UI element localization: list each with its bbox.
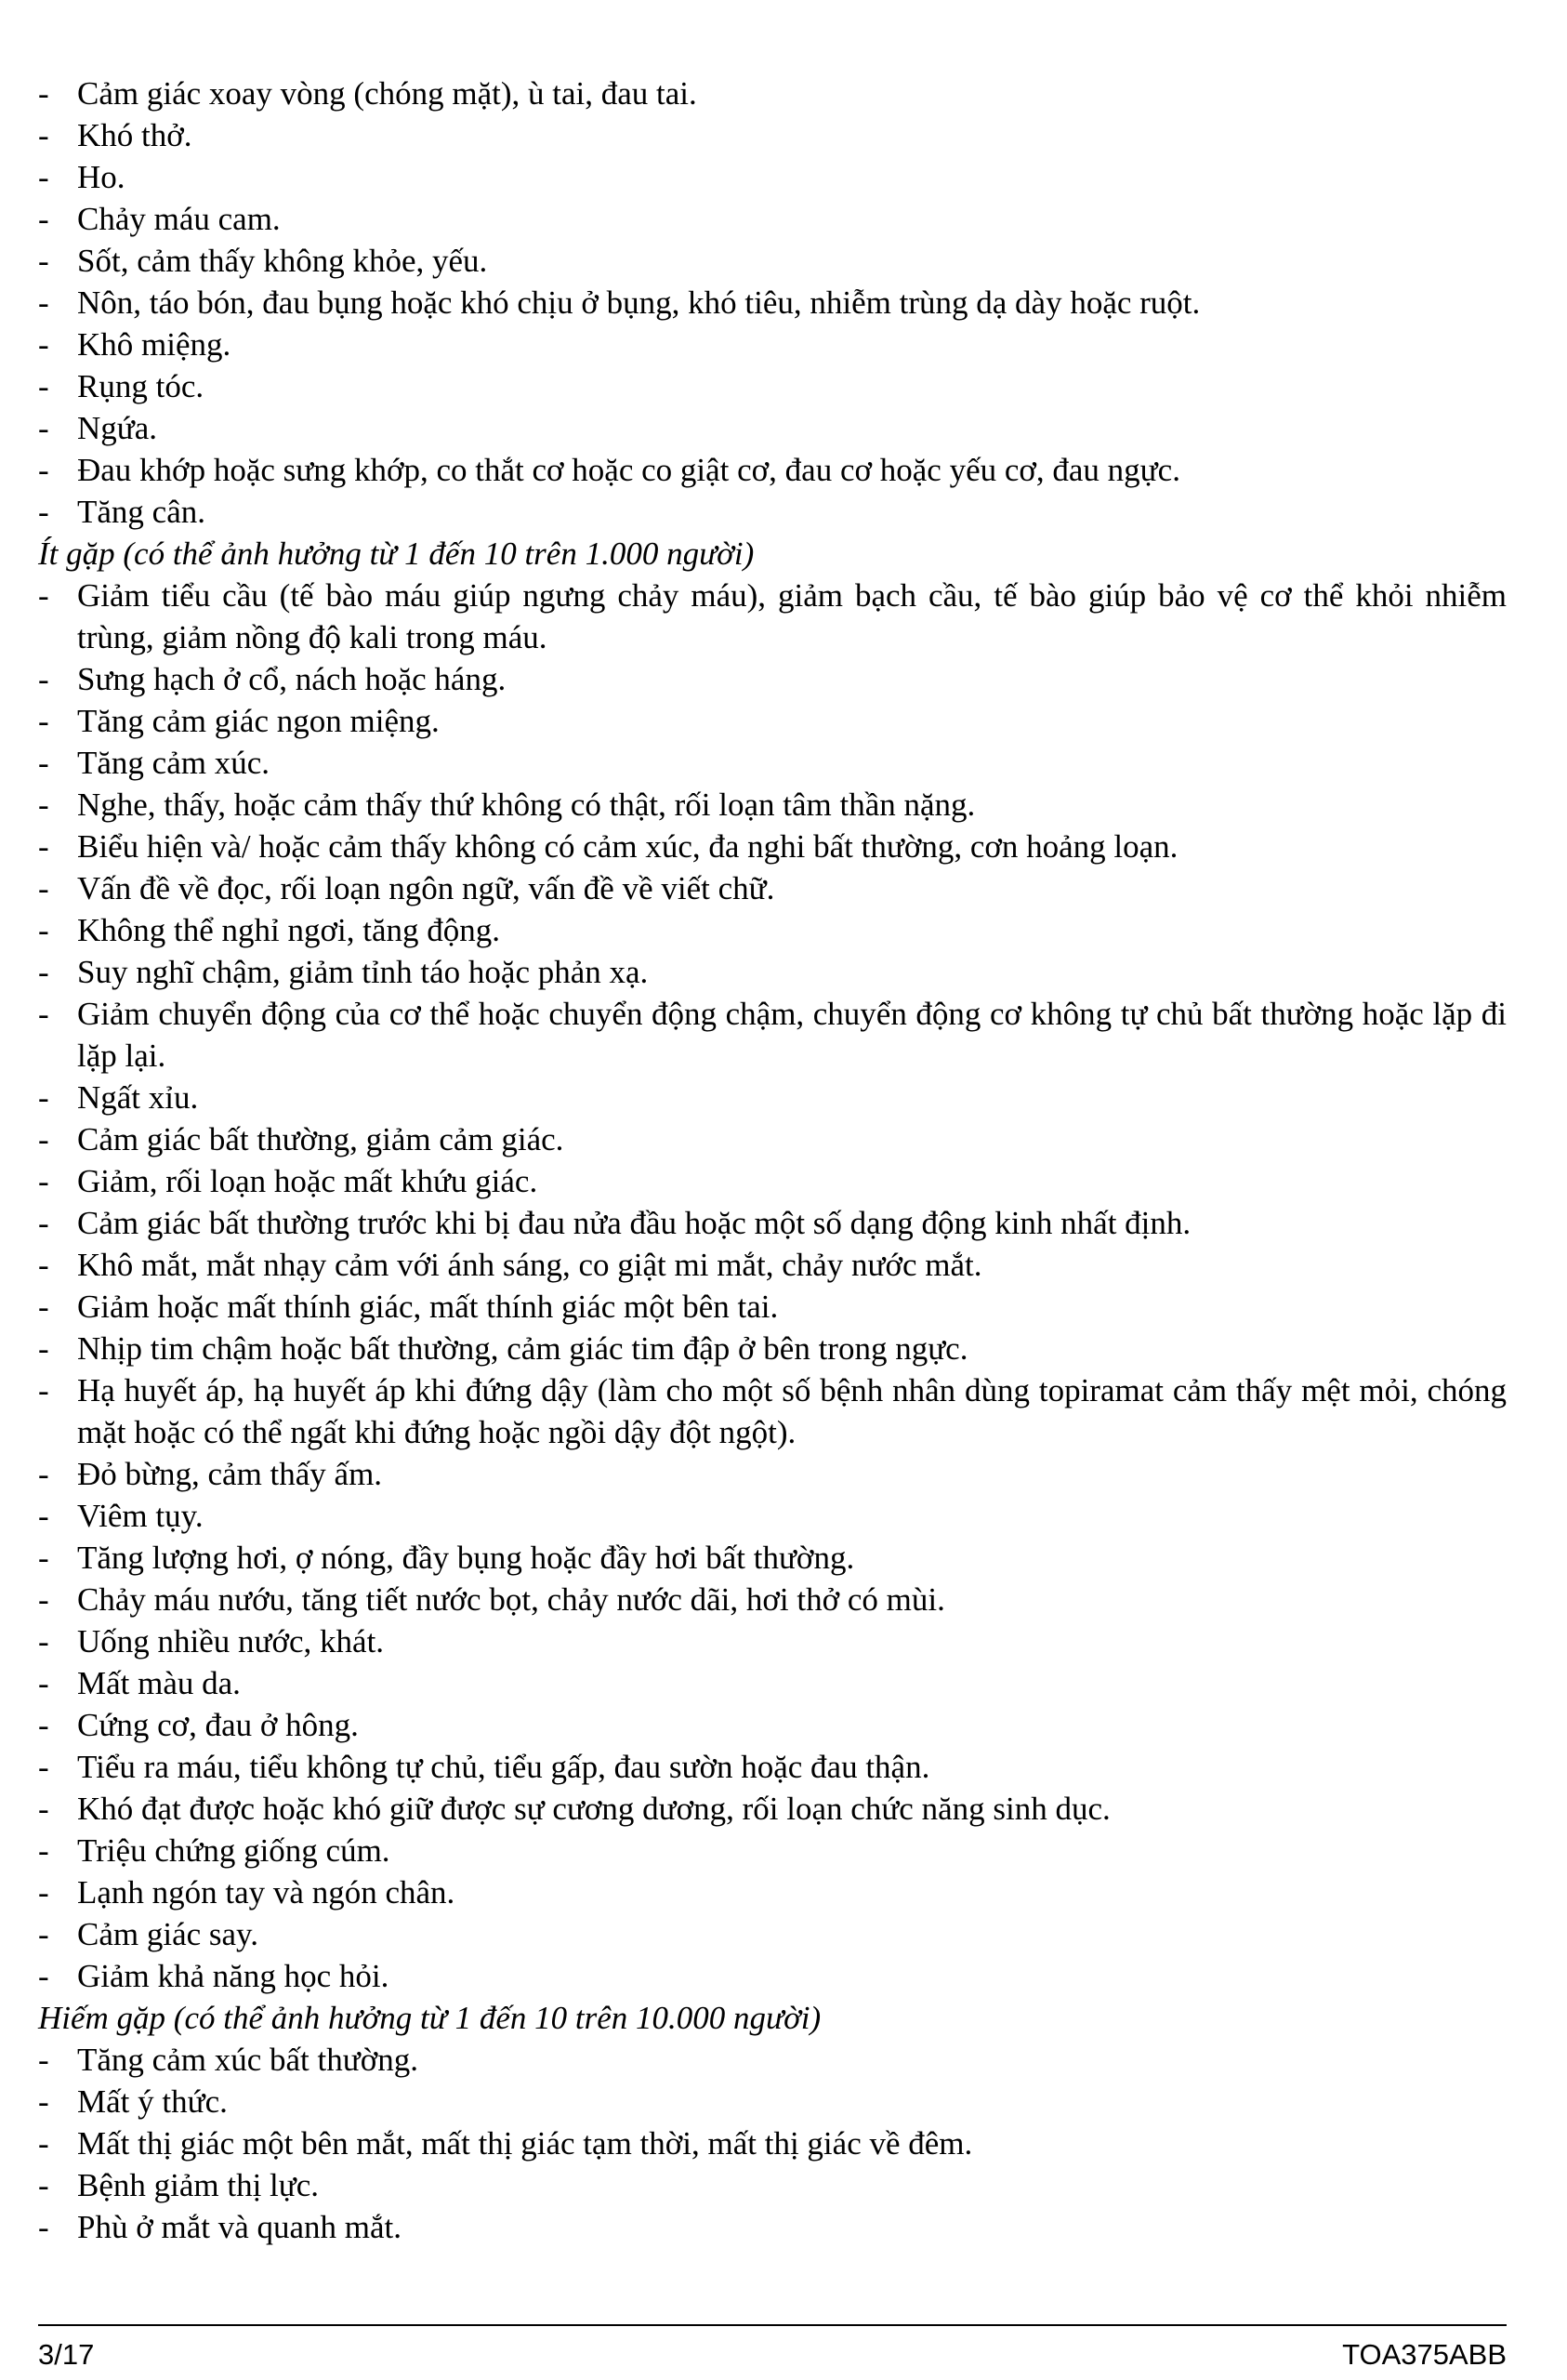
list-item bbox=[38, 491, 1507, 533]
bullet-dash: - bbox=[38, 368, 49, 404]
list-item bbox=[38, 909, 1507, 951]
list-item-text: Giảm hoặc mất thính giác, mất thính giác một bên tai. bbox=[77, 1289, 779, 1325]
list-item bbox=[38, 1202, 1507, 1244]
list-item bbox=[38, 114, 1507, 156]
list-item bbox=[38, 1537, 1507, 1579]
uncommon-heading: Ít gặp (có thể ảnh hưởng từ 1 đến 10 trên 1.000 người) bbox=[38, 536, 755, 572]
list-item-text: Giảm khả năng học hỏi. bbox=[77, 1958, 389, 1994]
list-item bbox=[38, 1286, 1507, 1328]
list-item bbox=[38, 449, 1507, 491]
bullet-dash: - bbox=[38, 1832, 49, 1869]
list-item-text: Mất màu da. bbox=[77, 1665, 241, 1701]
bullet-dash: - bbox=[38, 703, 49, 739]
document-code: TOA375ABB bbox=[1342, 2338, 1507, 2371]
list-item bbox=[38, 1788, 1507, 1830]
list-item bbox=[38, 1704, 1507, 1746]
bullet-dash: - bbox=[38, 117, 49, 153]
bullet-dash: - bbox=[38, 1665, 49, 1701]
list-item-text: Chảy máu cam. bbox=[77, 201, 281, 237]
list-item bbox=[38, 1077, 1507, 1118]
bullet-dash: - bbox=[38, 2209, 49, 2245]
list-item-text: Giảm tiểu cầu (tế bào máu giúp ngưng chảy máu), giảm bạch cầu, tế bào giúp bảo vệ cơ thể khỏi nhiễm trùng, giảm nồng độ kali trong máu. bbox=[77, 577, 1507, 655]
bullet-dash: - bbox=[38, 1121, 49, 1157]
list-item-text: Khô miệng. bbox=[77, 326, 231, 363]
list-item-text: Tăng cân. bbox=[77, 494, 205, 530]
bullet-dash: - bbox=[38, 870, 49, 906]
list-item bbox=[38, 1620, 1507, 1662]
list-item bbox=[38, 1830, 1507, 1871]
bullet-dash: - bbox=[38, 2042, 49, 2078]
list-item bbox=[38, 658, 1507, 700]
bullet-dash: - bbox=[38, 2167, 49, 2203]
bullet-dash: - bbox=[38, 494, 49, 530]
list-item bbox=[38, 1955, 1507, 1997]
list-item-text: Viêm tụy. bbox=[77, 1498, 204, 1534]
list-item bbox=[38, 156, 1507, 198]
list-item bbox=[38, 240, 1507, 282]
bullet-dash: - bbox=[38, 745, 49, 781]
bullet-dash: - bbox=[38, 1289, 49, 1325]
list-item bbox=[38, 993, 1507, 1077]
rare-heading: Hiếm gặp (có thể ảnh hưởng từ 1 đến 10 trên 10.000 người) bbox=[38, 2000, 822, 2036]
list-item bbox=[38, 1662, 1507, 1704]
bullet-dash: - bbox=[38, 1330, 49, 1367]
bullet-dash: - bbox=[38, 284, 49, 321]
list-item bbox=[38, 700, 1507, 742]
list-item bbox=[38, 1244, 1507, 1286]
list-item-text: Ngứa. bbox=[77, 410, 158, 446]
list-item bbox=[38, 1369, 1507, 1453]
list-item bbox=[38, 2206, 1507, 2248]
list-item-text: Lạnh ngón tay và ngón chân. bbox=[77, 1874, 455, 1911]
rare-effects-list bbox=[38, 2039, 1507, 2248]
list-item bbox=[38, 1579, 1507, 1620]
bullet-dash: - bbox=[38, 1791, 49, 1827]
list-item-text: Cảm giác xoay vòng (chóng mặt), ù tai, đau tai. bbox=[77, 75, 697, 112]
list-item-text: Tiểu ra máu, tiểu không tự chủ, tiểu gấp, đau sườn hoặc đau thận. bbox=[77, 1749, 930, 1785]
page-number: 3/17 bbox=[38, 2338, 95, 2371]
list-item-text: Uống nhiều nước, khát. bbox=[77, 1623, 385, 1659]
list-item bbox=[38, 1871, 1507, 1913]
list-item bbox=[38, 365, 1507, 407]
list-item-text: Cảm giác bất thường trước khi bị đau nửa đầu hoặc một số dạng động kinh nhất định. bbox=[77, 1205, 1192, 1241]
list-item bbox=[38, 826, 1507, 867]
list-item bbox=[38, 2039, 1507, 2081]
list-item bbox=[38, 282, 1507, 324]
bullet-dash: - bbox=[38, 661, 49, 697]
list-item bbox=[38, 2164, 1507, 2206]
bullet-dash: - bbox=[38, 1079, 49, 1116]
list-item-text: Không thể nghỉ ngơi, tăng động. bbox=[77, 912, 500, 948]
bullet-dash: - bbox=[38, 787, 49, 823]
list-item-text: Bệnh giảm thị lực. bbox=[77, 2167, 320, 2203]
bullet-dash: - bbox=[38, 2125, 49, 2162]
document-body bbox=[38, 73, 1507, 2248]
list-item bbox=[38, 1495, 1507, 1537]
list-item bbox=[38, 742, 1507, 784]
list-item-text: Biểu hiện và/ hoặc cảm thấy không có cảm xúc, đa nghi bất thường, cơn hoảng loạn. bbox=[77, 828, 1179, 865]
list-item-text: Mất thị giác một bên mắt, mất thị giác tạm thời, mất thị giác về đêm. bbox=[77, 2125, 973, 2162]
list-item bbox=[38, 1913, 1507, 1955]
list-item-text: Khó thở. bbox=[77, 117, 192, 153]
bullet-dash: - bbox=[38, 1707, 49, 1743]
list-item-text: Phù ở mắt và quanh mắt. bbox=[77, 2209, 402, 2245]
list-item bbox=[38, 867, 1507, 909]
list-item-text: Đỏ bừng, cảm thấy ấm. bbox=[77, 1456, 383, 1492]
bullet-dash: - bbox=[38, 1498, 49, 1534]
bullet-dash: - bbox=[38, 1749, 49, 1785]
list-item-text: Vấn đề về đọc, rối loạn ngôn ngữ, vấn đề về viết chữ. bbox=[77, 870, 775, 906]
list-item bbox=[38, 407, 1507, 449]
list-item-text: Tăng cảm xúc. bbox=[77, 745, 270, 781]
list-item-text: Ngất xỉu. bbox=[77, 1079, 199, 1116]
list-item-text: Nhịp tim chậm hoặc bất thường, cảm giác tim đập ở bên trong ngực. bbox=[77, 1330, 968, 1367]
common-effects-list bbox=[38, 73, 1507, 533]
bullet-dash: - bbox=[38, 828, 49, 865]
bullet-dash: - bbox=[38, 159, 49, 195]
list-item-text: Nghe, thấy, hoặc cảm thấy thứ không có thật, rối loạn tâm thần nặng. bbox=[77, 787, 976, 823]
bullet-dash: - bbox=[38, 577, 49, 614]
list-item bbox=[38, 1453, 1507, 1495]
bullet-dash: - bbox=[38, 1540, 49, 1576]
bullet-dash: - bbox=[38, 1958, 49, 1994]
bullet-dash: - bbox=[38, 326, 49, 363]
list-item-text: Mất ý thức. bbox=[77, 2083, 228, 2120]
bullet-dash: - bbox=[38, 243, 49, 279]
list-item-text: Suy nghĩ chậm, giảm tỉnh táo hoặc phản xạ. bbox=[77, 954, 649, 990]
bullet-dash: - bbox=[38, 1372, 49, 1408]
list-item-text: Ho. bbox=[77, 159, 125, 195]
list-item-text: Tăng lượng hơi, ợ nóng, đầy bụng hoặc đầy hơi bất thường. bbox=[77, 1540, 855, 1576]
list-item-text: Cảm giác say. bbox=[77, 1916, 259, 1952]
bullet-dash: - bbox=[38, 1456, 49, 1492]
list-item-text: Nôn, táo bón, đau bụng hoặc khó chịu ở bụng, khó tiêu, nhiễm trùng dạ dày hoặc ruột. bbox=[77, 284, 1201, 321]
uncommon-effects-list bbox=[38, 575, 1507, 1997]
bullet-dash: - bbox=[38, 1205, 49, 1241]
list-item bbox=[38, 73, 1507, 114]
list-item-text: Hạ huyết áp, hạ huyết áp khi đứng dậy (làm cho một số bệnh nhân dùng topiramat cảm thấy mệt mỏi, chóng mặt hoặc có thể ngất khi đứng hoặc ngồi dậy đột ngột). bbox=[77, 1372, 1507, 1450]
list-item-text: Cứng cơ, đau ở hông. bbox=[77, 1707, 359, 1743]
bullet-dash: - bbox=[38, 912, 49, 948]
list-item-text: Tăng cảm giác ngon miệng. bbox=[77, 703, 440, 739]
list-item-text: Triệu chứng giống cúm. bbox=[77, 1832, 390, 1869]
list-item bbox=[38, 575, 1507, 658]
list-item-text: Tăng cảm xúc bất thường. bbox=[77, 2042, 418, 2078]
list-item bbox=[38, 1118, 1507, 1160]
list-item-text: Chảy máu nướu, tăng tiết nước bọt, chảy nước dãi, hơi thở có mùi. bbox=[77, 1581, 945, 1618]
bullet-dash: - bbox=[38, 1247, 49, 1283]
list-item bbox=[38, 784, 1507, 826]
list-item bbox=[38, 1328, 1507, 1369]
list-item bbox=[38, 1160, 1507, 1202]
list-item-text: Khó đạt được hoặc khó giữ được sự cương dương, rối loạn chức năng sinh dục. bbox=[77, 1791, 1111, 1827]
list-item-text: Giảm, rối loạn hoặc mất khứu giác. bbox=[77, 1163, 538, 1199]
bullet-dash: - bbox=[38, 75, 49, 112]
list-item-text: Khô mắt, mắt nhạy cảm với ánh sáng, co giật mi mắt, chảy nước mắt. bbox=[77, 1247, 982, 1283]
bullet-dash: - bbox=[38, 954, 49, 990]
list-item-text: Đau khớp hoặc sưng khớp, co thắt cơ hoặc co giật cơ, đau cơ hoặc yếu cơ, đau ngực. bbox=[77, 452, 1180, 488]
list-item bbox=[38, 1746, 1507, 1788]
bullet-dash: - bbox=[38, 1916, 49, 1952]
list-item-text: Giảm chuyển động của cơ thể hoặc chuyển động chậm, chuyển động cơ không tự chủ bất thường hoặc lặp đi lặp lại. bbox=[77, 996, 1507, 1074]
list-item bbox=[38, 2081, 1507, 2122]
bullet-dash: - bbox=[38, 2083, 49, 2120]
bullet-dash: - bbox=[38, 452, 49, 488]
list-item bbox=[38, 951, 1507, 993]
bullet-dash: - bbox=[38, 996, 49, 1032]
bullet-dash: - bbox=[38, 201, 49, 237]
bullet-dash: - bbox=[38, 410, 49, 446]
list-item bbox=[38, 2122, 1507, 2164]
bullet-dash: - bbox=[38, 1874, 49, 1911]
list-item-text: Cảm giác bất thường, giảm cảm giác. bbox=[77, 1121, 564, 1157]
bullet-dash: - bbox=[38, 1623, 49, 1659]
list-item-text: Sưng hạch ở cổ, nách hoặc háng. bbox=[77, 661, 507, 697]
list-item bbox=[38, 198, 1507, 240]
list-item-text: Rụng tóc. bbox=[77, 368, 204, 404]
footer-divider bbox=[38, 2324, 1507, 2326]
list-item bbox=[38, 324, 1507, 365]
bullet-dash: - bbox=[38, 1163, 49, 1199]
list-item-text: Sốt, cảm thấy không khỏe, yếu. bbox=[77, 243, 488, 279]
bullet-dash: - bbox=[38, 1581, 49, 1618]
